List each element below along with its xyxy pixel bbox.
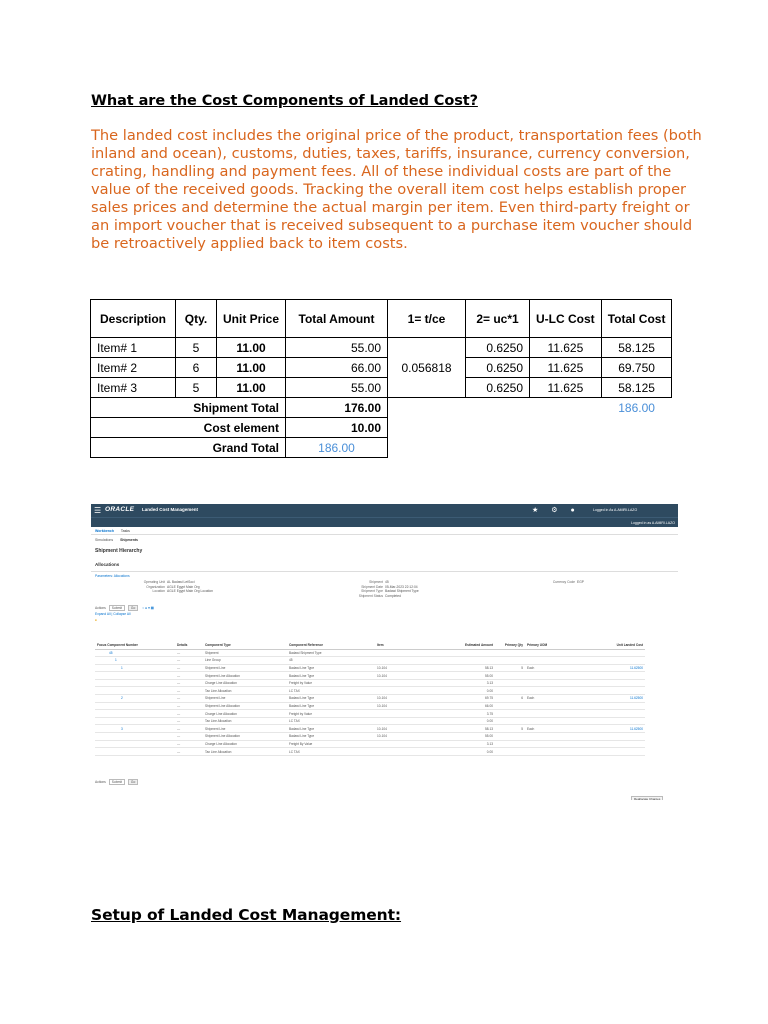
grid-header: Details <box>175 641 203 649</box>
col-header-t-ce: 1= t/ce <box>388 300 466 338</box>
k: Currency Code <box>552 580 575 584</box>
grid-header: Estimated Amount <box>435 641 495 649</box>
grid-cell-uom <box>525 740 565 748</box>
grid-row <box>95 679 645 687</box>
grid-cell-item: 10-104 <box>375 725 435 733</box>
intro-paragraph: The landed cost includes the original price of the product, transportation fees (both inland and ocean), customs, duties, taxes, tariffs, insurance, currency conversion, crating, handling and payment fees. All of these individual costs are part of the value of the received goods. Tracking the overall item cost helps establish proper sales prices and determine the actual margin per item. Even third-party freight or an import voucher that is received subsequent to a purchase item voucher should be retroactively applied back to item costs. <box>91 127 702 252</box>
favorites-star-icon: ★ <box>532 507 539 514</box>
grid-cell-detail: --- <box>175 748 203 756</box>
fields-mid: 05-Mar-2023 22:12:04 <box>385 584 418 589</box>
grid-row <box>95 657 645 665</box>
grand-total-row <box>91 438 672 458</box>
grid-cell-ref: LC TAX <box>287 687 375 695</box>
grid-cell-ref: Badawi Line Type <box>287 725 375 733</box>
oracle-lcm-screenshot <box>91 504 678 800</box>
grid-cell-amt: 3.13 <box>435 679 495 687</box>
subtabs <box>91 535 678 544</box>
col-header-unit-price: Unit Price <box>217 300 286 338</box>
grid-cell-detail: --- <box>175 649 203 657</box>
grid-cell-num <box>95 740 175 748</box>
grid-cell-uom: Each <box>525 695 565 703</box>
grid-cell-ulc <box>565 672 645 680</box>
grid-row <box>95 733 645 741</box>
grid-row <box>95 672 645 680</box>
grid-cell-detail: --- <box>175 717 203 725</box>
reallocate-charges-button: Reallocate Charges <box>631 796 663 800</box>
grid-cell-num <box>95 687 175 695</box>
col-header-description: Description <box>91 300 176 338</box>
grid-cell-type: Shipment Line Allocation <box>203 702 287 710</box>
k: Location <box>152 589 165 594</box>
grid-cell-ulc: 11.62500 <box>565 664 645 672</box>
grid-cell-item <box>375 679 435 687</box>
grid-cell-item <box>375 657 435 665</box>
cell-total-cost: 58.125 <box>601 378 672 398</box>
cost-element-label: Cost element <box>91 418 286 438</box>
grid-cell-num: 1 <box>95 664 175 672</box>
grid-cell-item <box>375 710 435 718</box>
grid-cell-ref: Badawi Line Type <box>287 733 375 741</box>
grid-cell-ulc <box>565 740 645 748</box>
grid-cell-uom <box>525 687 565 695</box>
cell-unit-price: 11.00 <box>217 338 286 358</box>
grid-cell-amt: 66.00 <box>435 702 495 710</box>
grid-cell-item: 10-104 <box>375 702 435 710</box>
grid-cell-type: Shipment Line Allocation <box>203 672 287 680</box>
toolbar-icons: ○ ● ▾ ▦ <box>142 606 154 610</box>
grid-row <box>95 664 645 672</box>
fcol <box>349 580 419 598</box>
grid-cell-amt: 58.13 <box>435 725 495 733</box>
grid-row <box>95 740 645 748</box>
grid-cell-detail: --- <box>175 695 203 703</box>
grid-cell-type: Shipment <box>203 649 287 657</box>
fields-left: AL Badawi LetSoci <box>167 580 195 584</box>
grid-cell-type: Line Group <box>203 657 287 665</box>
grid-cell-num: 45 <box>95 649 175 657</box>
grid-cell-item <box>375 687 435 695</box>
cell-unit-price: 11.00 <box>217 358 286 378</box>
grid-cell-amt: 55.00 <box>435 672 495 680</box>
table-row <box>91 378 672 398</box>
k: Shipment <box>369 580 383 584</box>
col-header-ulc-cost: U-LC Cost <box>530 300 602 338</box>
cell-ulc: 11.625 <box>530 378 602 398</box>
cell-ulc: 11.625 <box>530 338 602 358</box>
fcol <box>131 589 213 594</box>
tabs <box>91 527 678 535</box>
app-name: Landed Cost Management <box>142 507 199 512</box>
grid-cell-num <box>95 748 175 756</box>
blank-cell <box>601 418 672 438</box>
cell-qty: 5 <box>176 338 217 358</box>
fields-mid: 45 <box>385 580 389 584</box>
grid-cell-ulc: 11.62500 <box>565 695 645 703</box>
grid-cell-ref: LC TAX <box>287 748 375 756</box>
grid-cell-ulc: 11.62500 <box>565 725 645 733</box>
grid-cell-qty <box>495 748 525 756</box>
cell-qty: 6 <box>176 358 217 378</box>
go-button: Go <box>128 605 138 611</box>
grid-cell-amt: 3.13 <box>435 740 495 748</box>
grid-cell-type: Shipment Line <box>203 695 287 703</box>
k: Organization <box>146 584 165 589</box>
grid-cell-detail: --- <box>175 672 203 680</box>
ticons <box>532 506 586 514</box>
grid-cell-ulc <box>565 657 645 665</box>
grid-cell-ulc <box>565 687 645 695</box>
grid-cell-ref: Freight by Value <box>287 710 375 718</box>
grid-cell-uom <box>525 748 565 756</box>
grid-cell-qty <box>495 702 525 710</box>
grid-cell-ulc <box>565 649 645 657</box>
grid-cell-uom <box>525 733 565 741</box>
grid-header: Item <box>375 641 435 649</box>
grid-cell-type: Charge Line Allocation <box>203 679 287 687</box>
grid-cell-detail: --- <box>175 740 203 748</box>
grid-cell-qty <box>495 672 525 680</box>
grid-row <box>95 748 645 756</box>
grid-cell-qty <box>495 687 525 695</box>
grid-cell-type: Tax Line Allocation <box>203 748 287 756</box>
grid-row <box>95 725 645 733</box>
grid-cell-qty <box>495 717 525 725</box>
grid-header: Unit Landed Cost <box>565 641 645 649</box>
grid-header: Primary Qty <box>495 641 525 649</box>
grid-cell-detail: --- <box>175 702 203 710</box>
grid-cell-amt <box>435 649 495 657</box>
grid-row <box>95 702 645 710</box>
actions-select-bottom: Submit <box>109 779 125 785</box>
grid-header: Focus Component Number <box>95 641 175 649</box>
oracle-logo: ORACLE <box>105 506 135 513</box>
grid-cell-ref: Badawi Line Type <box>287 702 375 710</box>
actions-label: Actions <box>95 606 106 610</box>
grid-cell-item <box>375 717 435 725</box>
grid-cell-ulc <box>565 702 645 710</box>
actions-select: Submit <box>109 605 125 611</box>
grid-cell-item: 10-104 <box>375 672 435 680</box>
blank-cell <box>466 438 530 458</box>
cell-uc1: 0.6250 <box>466 338 530 358</box>
tab-tasks: Tasks <box>120 529 130 533</box>
actions-label-bottom: Actions <box>95 780 106 784</box>
col-header-total-cost: Total Cost <box>601 300 672 338</box>
menu-icon: ☰ <box>94 506 102 515</box>
grid-cell-uom <box>525 649 565 657</box>
grid-cell-ref: LC TAX <box>287 717 375 725</box>
grid-cell-ref: 45 <box>287 657 375 665</box>
allocations-section-title: Allocations <box>91 558 678 572</box>
col-header-total-amount: Total Amount <box>286 300 388 338</box>
fcol <box>349 594 419 599</box>
blank-cell <box>388 418 466 438</box>
fields-right: EGP <box>577 580 584 584</box>
grid-cell-detail: --- <box>175 733 203 741</box>
grid-cell-qty: 6 <box>495 695 525 703</box>
grid-cell-num <box>95 672 175 680</box>
section-heading-setup: Setup of Landed Cost Management: <box>91 906 402 924</box>
k: Shipment Status <box>358 593 383 598</box>
grid-cell-type: Tax Line Allocation <box>203 717 287 725</box>
table-row <box>91 338 672 358</box>
grid-cell-ref: Badawi Shipment Type <box>287 649 375 657</box>
section-heading-cost-components: What are the Cost Components of Landed Cost? <box>91 93 478 109</box>
bottomact <box>95 780 138 784</box>
grid-row <box>95 717 645 725</box>
grid-cell-uom <box>525 717 565 725</box>
cell-t-ce: 0.056818 <box>388 338 466 398</box>
grid-cell-ref: Badawi Line Type <box>287 664 375 672</box>
fcol <box>131 580 213 594</box>
grid-cell-type: Shipment Line <box>203 725 287 733</box>
blank-cell <box>466 398 530 418</box>
fcol <box>541 580 584 585</box>
grid-cell-ref: Badawi Line Type <box>287 695 375 703</box>
shipment-total-row <box>91 398 672 418</box>
cell-total-amount: 66.00 <box>286 358 388 378</box>
cell-qty: 5 <box>176 378 217 398</box>
grid-cell-amt: 0.00 <box>435 748 495 756</box>
blank-cell <box>388 398 466 418</box>
grid-header: Component Reference <box>287 641 375 649</box>
grid-row <box>95 710 645 718</box>
total-cost-sum: 186.00 <box>618 400 655 415</box>
grid-cell-amt: 0.00 <box>435 717 495 725</box>
grid-cell-num: 3 <box>95 725 175 733</box>
allocations-grid <box>95 641 645 756</box>
expand-collapse-link: Expand All | Collapse All <box>95 612 131 616</box>
grid-cell-num <box>95 710 175 718</box>
landed-cost-table <box>90 299 672 458</box>
grid-cell-ulc <box>565 710 645 718</box>
logged-in-text: Logged in As A.AMIRI.LAZO <box>593 508 638 512</box>
grid-cell-detail: --- <box>175 664 203 672</box>
cell-uc1: 0.6250 <box>466 378 530 398</box>
lightbulb-icon: ● <box>95 618 97 622</box>
blank-cell <box>530 398 602 418</box>
grid-cell-ulc <box>565 717 645 725</box>
grid-cell-item <box>375 748 435 756</box>
grid-cell-qty <box>495 710 525 718</box>
fields-mid: Badawi Shipment Type <box>385 589 419 594</box>
tab-workbench: Workbench <box>95 529 114 533</box>
grid-cell-item <box>375 740 435 748</box>
cost-element-row <box>91 418 672 438</box>
grid-cell-detail: --- <box>175 657 203 665</box>
grid-cell-ref: Freight By Value <box>287 740 375 748</box>
grid-cell-uom <box>525 710 565 718</box>
table-row <box>91 358 672 378</box>
cell-description: Item# 1 <box>91 338 176 358</box>
grid-cell-ref: Freight by Value <box>287 679 375 687</box>
grid-cell-amt: 55.00 <box>435 733 495 741</box>
fields-left: AGLE Egypt Main Org <box>167 584 200 589</box>
grand-total-label: Grand Total <box>91 438 286 458</box>
grid-cell-qty <box>495 740 525 748</box>
shipment-hierarchy-title: Shipment Hierarchy <box>95 548 143 554</box>
cell-total-cost: 58.125 <box>601 338 672 358</box>
grid-cell-uom: Each <box>525 664 565 672</box>
grid-cell-type: Tax Line Allocation <box>203 687 287 695</box>
grid-cell-qty <box>495 679 525 687</box>
cell-description: Item# 3 <box>91 378 176 398</box>
grid-cell-uom <box>525 672 565 680</box>
shipment-total-value: 176.00 <box>286 398 388 418</box>
grid-cell-item <box>375 649 435 657</box>
grid-cell-amt: 3.75 <box>435 710 495 718</box>
grid-cell-qty: 5 <box>495 664 525 672</box>
col-header-qty: Qty. <box>176 300 217 338</box>
actbar <box>91 604 678 612</box>
grid-cell-uom <box>525 679 565 687</box>
grid-cell-detail: --- <box>175 710 203 718</box>
blank-cell <box>530 418 602 438</box>
grid-cell-amt: 69.75 <box>435 695 495 703</box>
grid-cell-item: 10-104 <box>375 664 435 672</box>
parameters-link: Parameters: Allocations <box>95 574 130 578</box>
grid-cell-num <box>95 733 175 741</box>
grid-cell-ulc <box>565 748 645 756</box>
grid-cell-qty <box>495 649 525 657</box>
blank-cell <box>530 438 602 458</box>
grid-cell-num <box>95 702 175 710</box>
notifications-bell-icon: ● <box>570 507 575 514</box>
grid-cell-item: 10-104 <box>375 695 435 703</box>
fcol <box>541 580 584 585</box>
grid-header-row <box>95 641 645 649</box>
grid-cell-ulc <box>565 733 645 741</box>
fields <box>91 580 678 604</box>
grid-cell-amt: 0.00 <box>435 687 495 695</box>
grid-cell-uom: Each <box>525 725 565 733</box>
grid-cell-type: Shipment Line <box>203 664 287 672</box>
blank-cell <box>466 418 530 438</box>
grid-header: Component Type <box>203 641 287 649</box>
logged-in-text-2: Logged in as A.AMIRI.LAZO <box>631 521 675 525</box>
grid-cell-detail: --- <box>175 725 203 733</box>
cell-ulc: 11.625 <box>530 358 602 378</box>
blank-cell <box>601 438 672 458</box>
grid-row <box>95 649 645 657</box>
table-header-row <box>91 300 672 338</box>
grid-cell-uom <box>525 657 565 665</box>
k: Operating Unit <box>143 580 165 584</box>
col-header-uc1: 2= uc*1 <box>466 300 530 338</box>
grid-cell-qty <box>495 657 525 665</box>
grid-cell-type: Charge Line Allocation <box>203 710 287 718</box>
grid-cell-num: 1 <box>95 657 175 665</box>
grid-cell-type: Shipment Line Allocation <box>203 733 287 741</box>
grid-cell-ulc <box>565 679 645 687</box>
cell-uc1: 0.6250 <box>466 358 530 378</box>
subbar <box>91 517 678 527</box>
grid-cell-ref: Badawi Line Type <box>287 672 375 680</box>
grid-cell-amt: 58.13 <box>435 664 495 672</box>
grid-cell-num <box>95 679 175 687</box>
grid-cell-uom <box>525 702 565 710</box>
grid-cell-detail: --- <box>175 687 203 695</box>
blank-cell <box>388 438 466 458</box>
cell-description: Item# 2 <box>91 358 176 378</box>
cell-total-amount: 55.00 <box>286 378 388 398</box>
go-button-bottom: Go <box>128 779 138 785</box>
grid-header: Primary UOM <box>525 641 565 649</box>
subtab-simulations: Simulations <box>95 538 114 542</box>
cell-unit-price: 11.00 <box>217 378 286 398</box>
grid-cell-amt <box>435 657 495 665</box>
cell-total-cost: 69.750 <box>601 358 672 378</box>
k: Shipment Type <box>361 589 383 594</box>
subtab-shipments: Shipments <box>120 538 138 542</box>
oracle-header-bar <box>91 504 678 517</box>
cost-element-value: 10.00 <box>286 418 388 438</box>
grid-row <box>95 687 645 695</box>
k: Shipment Date <box>361 584 383 589</box>
fields-left: AGLE Egypt Main Org Location <box>167 589 213 594</box>
grid-cell-num <box>95 717 175 725</box>
grid-cell-num: 2 <box>95 695 175 703</box>
grid-cell-detail: --- <box>175 679 203 687</box>
grand-total-value: 186.00 <box>286 438 388 458</box>
grid-row <box>95 695 645 703</box>
grid-cell-qty <box>495 733 525 741</box>
cell-total-amount: 55.00 <box>286 338 388 358</box>
grid-cell-qty: 5 <box>495 725 525 733</box>
fields-mid: Completed <box>385 593 401 598</box>
settings-gear-icon: ⚙ <box>551 507 558 514</box>
grid-cell-item: 10-104 <box>375 733 435 741</box>
shipment-total-label: Shipment Total <box>91 398 286 418</box>
grid-cell-type: Charge Line Allocation <box>203 740 287 748</box>
